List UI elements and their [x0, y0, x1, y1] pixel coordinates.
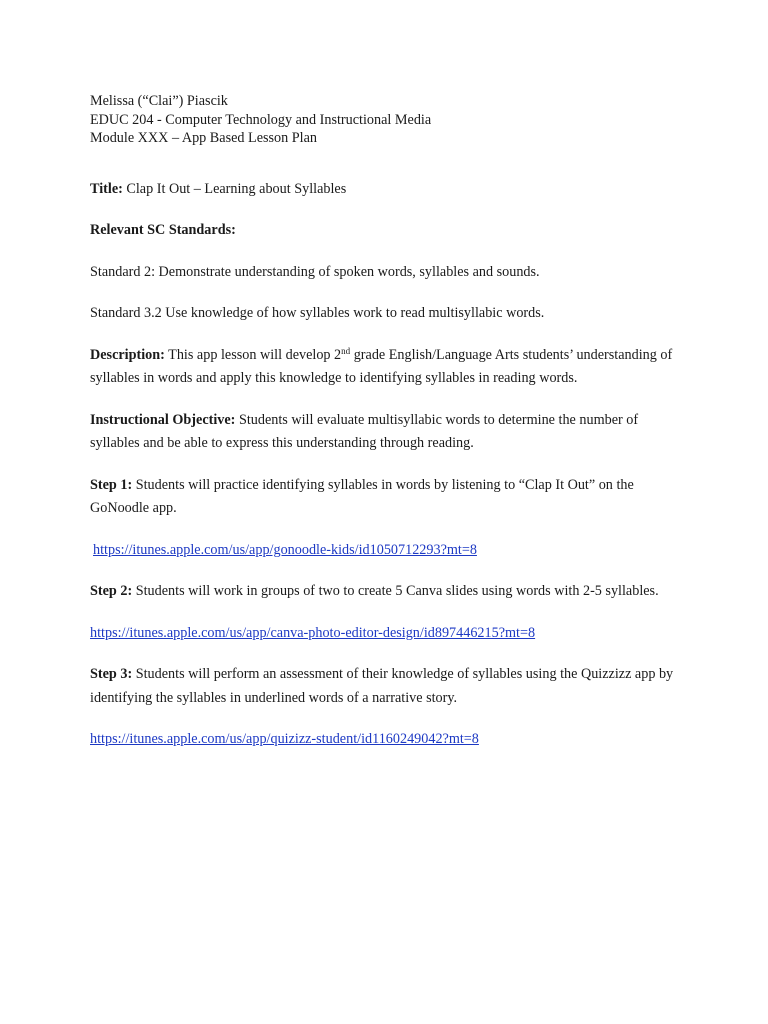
description-paragraph — [90, 344, 690, 391]
step-3-label: Step 3: — [90, 666, 133, 682]
lesson-plan-document — [90, 92, 690, 752]
step-1-text: Students will practice identifying syllables in words by listening to “Clap It Out” on the GoNoodle app. — [90, 476, 634, 516]
lesson-title-label: Title: — [90, 180, 123, 197]
step-1-link-line — [90, 539, 690, 563]
objective-text: Students will evaluate multisyllabic words to determine the number of syllables and be able to express this understanding through reading. — [90, 411, 639, 451]
document-header — [90, 92, 690, 148]
description-label: Description: — [90, 346, 165, 363]
quizizz-app-link[interactable]: https://itunes.apple.com/us/app/quizizz-student/id1160249042?mt=8 — [90, 731, 479, 747]
author-name: Melissa (“Clai”) Piascik — [90, 93, 228, 109]
course-name: EDUC 204 - Computer Technology and Instructional Media — [90, 111, 432, 128]
description-text-start: This app lesson will develop 2 — [164, 346, 342, 363]
step-3-paragraph — [90, 663, 690, 710]
gonoodle-app-link[interactable]: https://itunes.apple.com/us/app/gonoodle-kids/id1050712293?mt=8 — [93, 541, 477, 558]
step-2-paragraph — [90, 580, 690, 604]
standard-2: Standard 2: Demonstrate understanding of spoken words, syllables and sounds. — [90, 263, 540, 280]
module-name: Module XXX – App Based Lesson Plan — [90, 130, 317, 146]
objective-paragraph — [90, 409, 690, 456]
standard-3-2: Standard 3.2 Use knowledge of how syllables work to read multisyllabic words. — [90, 305, 545, 321]
lesson-title — [90, 178, 690, 202]
standards-heading — [90, 219, 690, 243]
step-2-label: Step 2: — [90, 583, 133, 599]
step-1-label: Step 1: — [90, 476, 133, 493]
lesson-title-text: Clap It Out – Learning about Syllables — [122, 180, 347, 197]
standards-heading-text: Relevant SC Standards: — [90, 222, 236, 238]
step-2-text: Students will work in groups of two to create 5 Canva slides using words with 2-5 syllables. — [132, 583, 659, 599]
ordinal-superscript: nd — [341, 345, 351, 356]
step-3-text: Students will perform an assessment of their knowledge of syllables using the Quizzizz app by identifying the syllables in underlined words of a narrative story. — [90, 666, 674, 706]
objective-label: Instructional Objective: — [90, 411, 236, 428]
step-1-paragraph — [90, 474, 690, 521]
canva-app-link[interactable]: https://itunes.apple.com/us/app/canva-photo-editor-design/id897446215?mt=8 — [90, 624, 536, 641]
step-2-link-line — [90, 622, 690, 646]
step-3-link-line — [90, 728, 690, 752]
description-text-end: grade English/Language Arts students’ understanding of syllables in words and apply this knowledge to identifying syllables in reading words. — [90, 346, 673, 386]
